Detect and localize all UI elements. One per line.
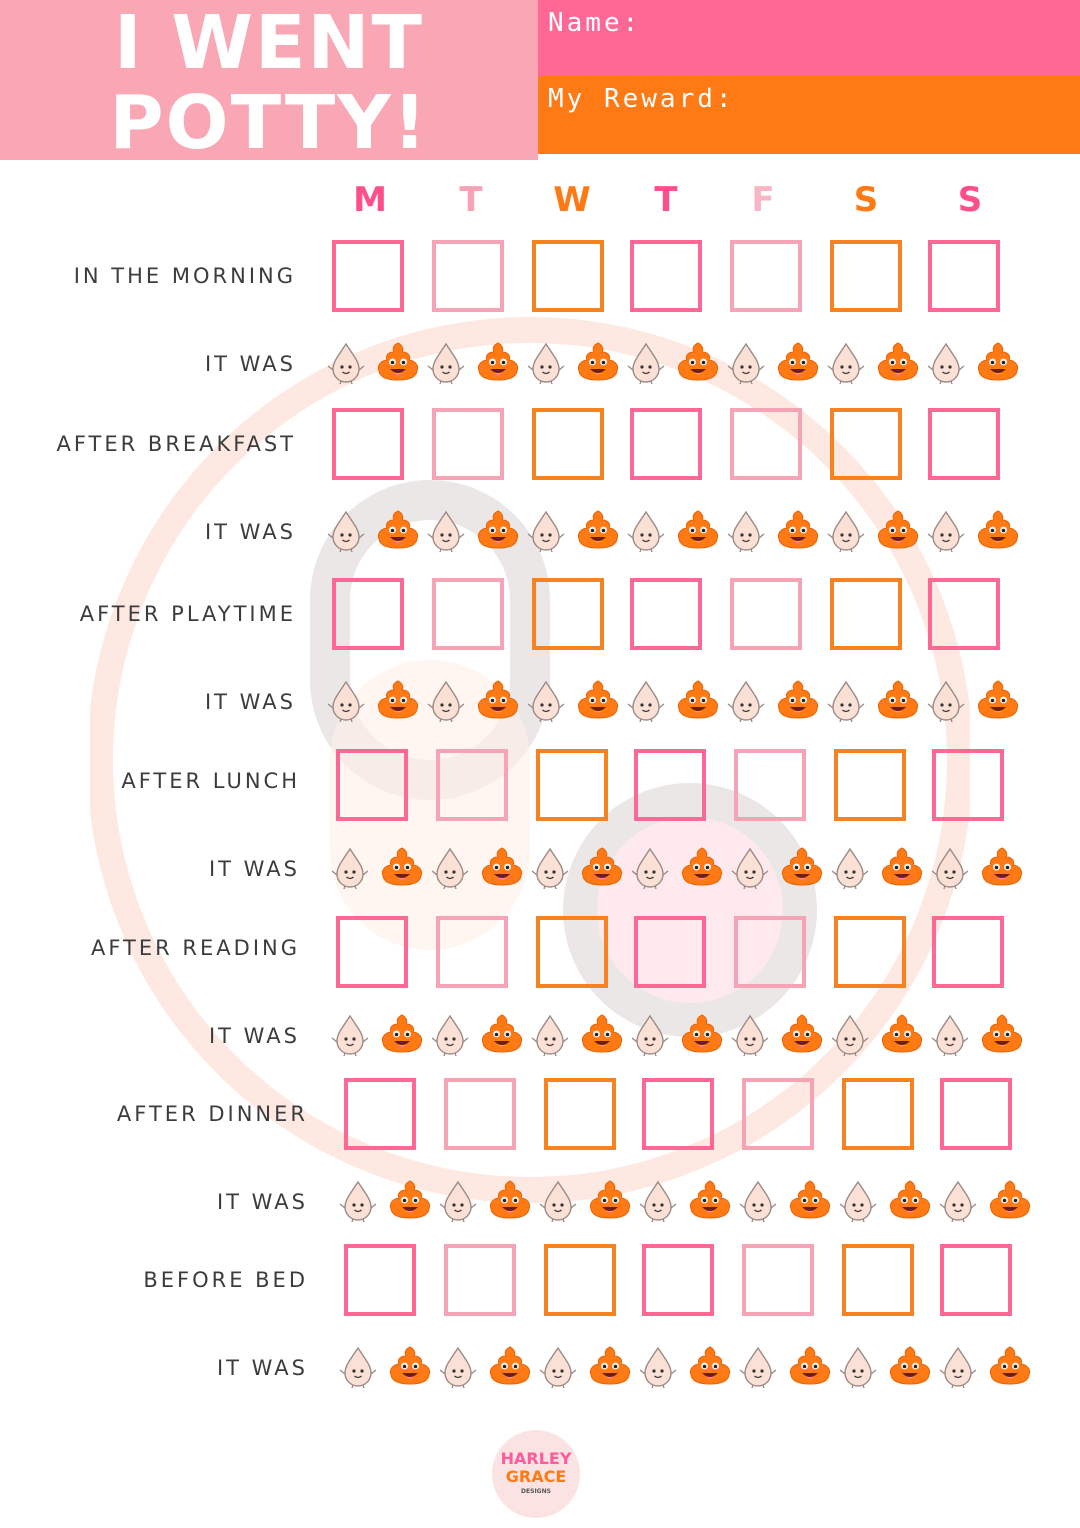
checkbox-row5-day2[interactable]	[544, 1078, 616, 1150]
poop-icon[interactable]	[788, 1178, 832, 1224]
logo-line-2: GRACE	[505, 1467, 567, 1486]
checkbox-row3-day5[interactable]	[834, 749, 906, 821]
poop-icon[interactable]	[580, 1012, 624, 1058]
poop-icon[interactable]	[888, 1178, 932, 1224]
pee-drop-icon[interactable]	[726, 678, 766, 726]
poop-icon[interactable]	[776, 508, 820, 554]
pee-drop-icon[interactable]	[526, 678, 566, 726]
checkbox-row0-day6[interactable]	[928, 240, 1000, 312]
poop-icon[interactable]	[688, 1178, 732, 1224]
poop-icon[interactable]	[488, 1344, 532, 1390]
row-label: AFTER LUNCH	[121, 769, 300, 793]
pee-drop-icon[interactable]	[830, 845, 870, 893]
pee-drop-icon[interactable]	[526, 340, 566, 388]
pee-drop-icon[interactable]	[538, 1178, 578, 1226]
day-header-4: F	[751, 180, 775, 220]
day-header-3: T	[654, 180, 678, 220]
poop-icon[interactable]	[488, 1178, 532, 1224]
poop-icon[interactable]	[780, 845, 824, 891]
checkbox-row2-day0[interactable]	[332, 578, 404, 650]
reward-field[interactable]	[538, 76, 1080, 154]
poop-icon[interactable]	[676, 340, 720, 386]
checkbox-row3-day1[interactable]	[436, 749, 508, 821]
poop-icon[interactable]	[576, 340, 620, 386]
checkbox-row4-day0[interactable]	[336, 916, 408, 988]
logo-line-3: DESIGNS	[521, 1488, 551, 1495]
checkbox-row6-day2[interactable]	[544, 1244, 616, 1316]
checkbox-row1-day1[interactable]	[432, 408, 504, 480]
checkbox-row0-day2[interactable]	[532, 240, 604, 312]
pee-drop-icon[interactable]	[426, 678, 466, 726]
checkbox-row5-day0[interactable]	[344, 1078, 416, 1150]
poop-icon[interactable]	[380, 845, 424, 891]
pee-drop-icon[interactable]	[930, 845, 970, 893]
checkbox-row1-day6[interactable]	[928, 408, 1000, 480]
pee-drop-icon[interactable]	[926, 678, 966, 726]
checkbox-row5-day1[interactable]	[444, 1078, 516, 1150]
poop-icon[interactable]	[976, 340, 1020, 386]
checkbox-row2-day3[interactable]	[630, 578, 702, 650]
poop-icon[interactable]	[688, 1344, 732, 1390]
poop-icon[interactable]	[380, 1012, 424, 1058]
poop-icon[interactable]	[788, 1344, 832, 1390]
checkbox-row4-day4[interactable]	[734, 916, 806, 988]
pee-drop-icon[interactable]	[838, 1178, 878, 1226]
checkbox-row5-day4[interactable]	[742, 1078, 814, 1150]
reward-label: My Reward:	[548, 84, 735, 114]
pee-drop-icon[interactable]	[726, 340, 766, 388]
it-was-label: IT WAS	[208, 1024, 300, 1048]
poop-icon[interactable]	[880, 1012, 924, 1058]
pee-drop-icon[interactable]	[826, 340, 866, 388]
checkbox-row0-day1[interactable]	[432, 240, 504, 312]
pee-drop-icon[interactable]	[438, 1344, 478, 1392]
poop-icon[interactable]	[876, 340, 920, 386]
pee-drop-icon[interactable]	[638, 1344, 678, 1392]
pee-drop-icon[interactable]	[430, 845, 470, 893]
it-was-label: IT WAS	[216, 1190, 308, 1214]
checkbox-row1-day2[interactable]	[532, 408, 604, 480]
poop-icon[interactable]	[676, 508, 720, 554]
poop-icon[interactable]	[480, 845, 524, 891]
poop-icon[interactable]	[876, 678, 920, 724]
pee-drop-icon[interactable]	[530, 845, 570, 893]
poop-icon[interactable]	[476, 340, 520, 386]
checkbox-row4-day3[interactable]	[634, 916, 706, 988]
pee-drop-icon[interactable]	[830, 1012, 870, 1060]
poop-icon[interactable]	[976, 678, 1020, 724]
pee-drop-icon[interactable]	[526, 508, 566, 556]
row-label: AFTER BREAKFAST	[56, 432, 296, 456]
pee-drop-icon[interactable]	[626, 508, 666, 556]
pee-drop-icon[interactable]	[626, 678, 666, 726]
checkbox-row3-day6[interactable]	[932, 749, 1004, 821]
checkbox-row6-day0[interactable]	[344, 1244, 416, 1316]
pee-drop-icon[interactable]	[638, 1178, 678, 1226]
row-label: AFTER PLAYTIME	[79, 602, 296, 626]
checkbox-row6-day5[interactable]	[842, 1244, 914, 1316]
poop-icon[interactable]	[680, 845, 724, 891]
checkbox-row2-day5[interactable]	[830, 578, 902, 650]
name-field[interactable]	[538, 0, 1080, 76]
pee-drop-icon[interactable]	[926, 340, 966, 388]
poop-icon[interactable]	[376, 340, 420, 386]
checkbox-row0-day4[interactable]	[730, 240, 802, 312]
pee-drop-icon[interactable]	[326, 678, 366, 726]
checkbox-row4-day2[interactable]	[536, 916, 608, 988]
pee-drop-icon[interactable]	[538, 1344, 578, 1392]
pee-drop-icon[interactable]	[826, 508, 866, 556]
poop-icon[interactable]	[588, 1344, 632, 1390]
poop-icon[interactable]	[576, 508, 620, 554]
checkbox-row6-day6[interactable]	[940, 1244, 1012, 1316]
title-line-2: POTTY!	[109, 80, 429, 166]
day-header-2: W	[553, 180, 591, 220]
day-header-0: M	[353, 180, 387, 220]
poop-icon[interactable]	[876, 508, 920, 554]
pee-drop-icon[interactable]	[626, 340, 666, 388]
checkbox-row6-day1[interactable]	[444, 1244, 516, 1316]
checkbox-row1-day5[interactable]	[830, 408, 902, 480]
checkbox-row2-day4[interactable]	[730, 578, 802, 650]
pee-drop-icon[interactable]	[630, 1012, 670, 1060]
pee-drop-icon[interactable]	[738, 1178, 778, 1226]
pee-drop-icon[interactable]	[338, 1344, 378, 1392]
poop-icon[interactable]	[680, 1012, 724, 1058]
poop-icon[interactable]	[776, 340, 820, 386]
pee-drop-icon[interactable]	[730, 1012, 770, 1060]
pee-drop-icon[interactable]	[838, 1344, 878, 1392]
checkbox-row1-day3[interactable]	[630, 408, 702, 480]
pee-drop-icon[interactable]	[926, 508, 966, 556]
pee-drop-icon[interactable]	[730, 845, 770, 893]
pee-drop-icon[interactable]	[326, 340, 366, 388]
it-was-label: IT WAS	[204, 690, 296, 714]
checkbox-row2-day1[interactable]	[432, 578, 504, 650]
day-header-6: S	[957, 180, 983, 220]
poop-icon[interactable]	[980, 845, 1024, 891]
poop-icon[interactable]	[888, 1344, 932, 1390]
pee-drop-icon[interactable]	[726, 508, 766, 556]
row-label: IN THE MORNING	[73, 264, 296, 288]
row-label: BEFORE BED	[143, 1268, 308, 1292]
title-line-1: I WENT	[114, 0, 424, 86]
pee-drop-icon[interactable]	[530, 1012, 570, 1060]
poop-icon[interactable]	[580, 845, 624, 891]
poop-icon[interactable]	[776, 678, 820, 724]
pee-drop-icon[interactable]	[426, 508, 466, 556]
poop-icon[interactable]	[388, 1344, 432, 1390]
pee-drop-icon[interactable]	[430, 1012, 470, 1060]
poop-icon[interactable]	[588, 1178, 632, 1224]
poop-icon[interactable]	[880, 845, 924, 891]
checkbox-row0-day3[interactable]	[630, 240, 702, 312]
pee-drop-icon[interactable]	[330, 1012, 370, 1060]
checkbox-row4-day6[interactable]	[932, 916, 1004, 988]
row-label: AFTER DINNER	[116, 1102, 308, 1126]
pee-drop-icon[interactable]	[738, 1344, 778, 1392]
checkbox-row4-day1[interactable]	[436, 916, 508, 988]
pee-drop-icon[interactable]	[338, 1178, 378, 1226]
it-was-label: IT WAS	[204, 352, 296, 376]
checkbox-row6-day3[interactable]	[642, 1244, 714, 1316]
checkbox-row0-day0[interactable]	[332, 240, 404, 312]
poop-icon[interactable]	[376, 678, 420, 724]
checkbox-row3-day2[interactable]	[536, 749, 608, 821]
pee-drop-icon[interactable]	[326, 508, 366, 556]
poop-icon[interactable]	[988, 1344, 1032, 1390]
poop-icon[interactable]	[676, 678, 720, 724]
checkbox-row5-day6[interactable]	[940, 1078, 1012, 1150]
checkbox-row4-day5[interactable]	[834, 916, 906, 988]
checkbox-row3-day0[interactable]	[336, 749, 408, 821]
checkbox-row0-day5[interactable]	[830, 240, 902, 312]
pee-drop-icon[interactable]	[938, 1178, 978, 1226]
checkbox-row3-day3[interactable]	[634, 749, 706, 821]
checkbox-row1-day4[interactable]	[730, 408, 802, 480]
pee-drop-icon[interactable]	[330, 845, 370, 893]
poop-icon[interactable]	[480, 1012, 524, 1058]
pee-drop-icon[interactable]	[938, 1344, 978, 1392]
poop-icon[interactable]	[576, 678, 620, 724]
poop-icon[interactable]	[980, 1012, 1024, 1058]
poop-icon[interactable]	[988, 1178, 1032, 1224]
checkbox-row5-day3[interactable]	[642, 1078, 714, 1150]
brand-logo	[492, 1430, 580, 1518]
logo-line-1: HARLEY	[500, 1449, 572, 1468]
checkbox-row2-day2[interactable]	[532, 578, 604, 650]
checkbox-row3-day4[interactable]	[734, 749, 806, 821]
pee-drop-icon[interactable]	[426, 340, 466, 388]
it-was-label: IT WAS	[216, 1356, 308, 1380]
title-banner	[0, 0, 538, 166]
pee-drop-icon[interactable]	[438, 1178, 478, 1226]
it-was-label: IT WAS	[208, 857, 300, 881]
checkbox-row5-day5[interactable]	[842, 1078, 914, 1150]
it-was-label: IT WAS	[204, 520, 296, 544]
poop-icon[interactable]	[976, 508, 1020, 554]
poop-icon[interactable]	[476, 508, 520, 554]
poop-icon[interactable]	[388, 1178, 432, 1224]
row-label: AFTER READING	[90, 936, 300, 960]
checkbox-row6-day4[interactable]	[742, 1244, 814, 1316]
pee-drop-icon[interactable]	[930, 1012, 970, 1060]
poop-icon[interactable]	[376, 508, 420, 554]
pee-drop-icon[interactable]	[630, 845, 670, 893]
poop-icon[interactable]	[476, 678, 520, 724]
day-header-5: S	[853, 180, 879, 220]
checkbox-row1-day0[interactable]	[332, 408, 404, 480]
name-label: Name:	[548, 8, 642, 38]
pee-drop-icon[interactable]	[826, 678, 866, 726]
poop-icon[interactable]	[780, 1012, 824, 1058]
day-header-1: T	[459, 180, 483, 220]
checkbox-row2-day6[interactable]	[928, 578, 1000, 650]
